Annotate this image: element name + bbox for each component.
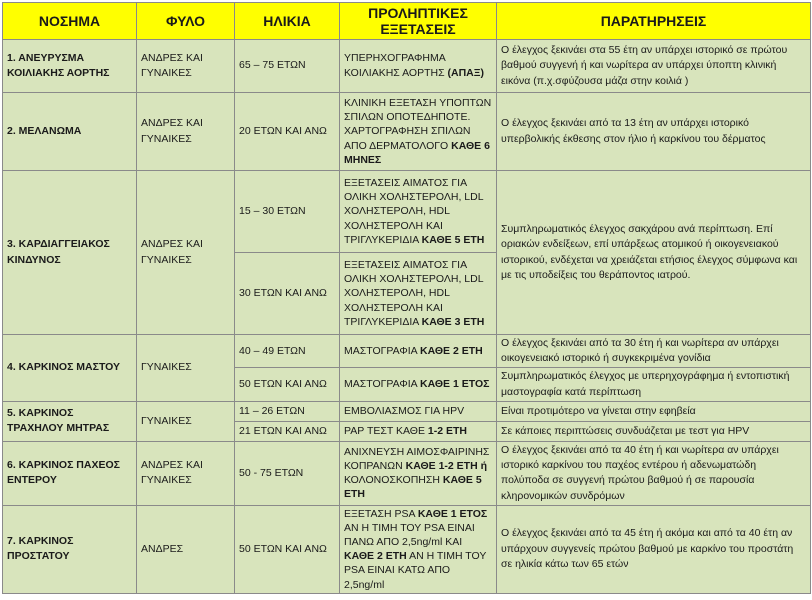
notes-cell: Ο έλεγχος ξεκινάει από τα 13 έτη αν υπάρχει ιστορικό υπερβολικής έκθεσης στον ήλιο ή καρκίνου του δέρματος [497, 93, 811, 171]
exam-text: ΕΞΕΤΑΣΗ PSA [344, 507, 415, 520]
exam-text: ΜΑΣΤΟΓΡΑΦΙΑ [344, 344, 418, 357]
sex-cell: ΑΝΔΡΕΣ [137, 505, 235, 593]
exam-cell [340, 40, 497, 93]
table-row [3, 93, 811, 171]
age-cell: 15 – 30 ΕΤΩΝ [235, 171, 340, 253]
sex-cell: ΑΝΔΡΕΣ ΚΑΙ ΓΥΝΑΙΚΕΣ [137, 171, 235, 335]
exam-frequency: (ΑΠΑΞ) [447, 67, 484, 79]
exam-text: PAP ΤΕΣΤ ΚΑΘΕ [344, 424, 425, 437]
table-row [3, 441, 811, 505]
screening-table [2, 2, 811, 594]
age-cell: 30 ΕΤΩΝ ΚΑΙ ΑΝΩ [235, 253, 340, 335]
exam-frequency: ΚΑΘΕ 2 ΕΤΗ [344, 550, 407, 563]
exam-cell [340, 505, 497, 593]
exam-cell [340, 421, 497, 441]
exam-cell [340, 335, 497, 368]
sex-cell: ΓΥΝΑΙΚΕΣ [137, 401, 235, 441]
exam-text: ΑΝ Η ΤΙΜΗ ΤΟΥ PSA ΕΙΝΑΙ ΠΑΝΩ ΑΠΟ 2,5ng/ml ΚΑΙ [344, 521, 475, 549]
exam-frequency: ΚΑΘΕ 1 ΕΤΟΣ [419, 378, 490, 391]
header-exams: ΠΡΟΛΗΠΤΙΚΕΣ ΕΞΕΤΑΣΕΙΣ [340, 3, 497, 40]
exam-text: ΕΞΕΤΑΣΕΙΣ ΑΙΜΑΤΟΣ ΓΙΑ ΟΛΙΚΗ ΧΟΛΗΣΤΕΡΟΛΗ, LDL ΧΟΛΗΣΤΕΡΟΛΗ, HDL ΧΟΛΗΣΤΕΡΟΛΗ ΚΑΙ ΤΡΙΓΛΥΚΕΡΙΔΙΑ [344, 177, 484, 246]
header-age: ΗΛΙΚΙΑ [235, 3, 340, 40]
exam-cell [340, 368, 497, 401]
exam-cell [340, 171, 497, 253]
age-cell: 21 ΕΤΩΝ ΚΑΙ ΑΝΩ [235, 421, 340, 441]
age-cell: 40 – 49 ΕΤΩΝ [235, 335, 340, 368]
exam-frequency: ΚΑΘΕ 2 ΕΤΗ [419, 344, 483, 357]
notes-cell: Ο έλεγχος ξεκινάει από τα 30 έτη ή και νωρίτερα αν υπάρχει οικογενειακό ιστορικό ή συγκεκριμένα γονίδια [497, 335, 811, 368]
sex-cell: ΑΝΔΡΕΣ ΚΑΙ ΓΥΝΑΙΚΕΣ [137, 40, 235, 93]
disease-cell: 2. ΜΕΛΑΝΩΜΑ [3, 93, 137, 171]
age-cell: 65 – 75 ΕΤΩΝ [235, 40, 340, 93]
exam-text: ΥΠΕΡΗΧΟΓΡΑΦΗΜΑ ΚΟΙΛΙΑΚΗΣ ΑΟΡΤΗΣ [344, 51, 446, 79]
exam-text: ΑΝ Η ΤΙΜΗ ΤΟΥ PSA ΕΙΝΑΙ ΚΑΤΩ ΑΠΟ 2,5ng/ml [344, 550, 487, 591]
notes-cell: Ο έλεγχος ξεκινάει από τα 40 έτη ή και νωρίτερα αν υπάρχει ιστορικό καρκίνου του παχέος εντέρου ή αδενωματώδη πολύποδα σε συγγενή πρώτου βαθμού ή σε παρουσία κληρονομικών συνδρόμων [497, 441, 811, 505]
sex-cell: ΓΥΝΑΙΚΕΣ [137, 335, 235, 402]
notes-cell: Είναι προτιμότερο να γίνεται στην εφηβεία [497, 401, 811, 421]
header-notes: ΠΑΡΑΤΗΡΗΣΕΙΣ [497, 3, 811, 40]
table-row [3, 335, 811, 368]
exam-frequency: 1-2 ΕΤΗ [427, 424, 467, 437]
exam-cell [340, 253, 497, 335]
notes-cell: Ο έλεγχος ξεκινάει στα 55 έτη αν υπάρχει ιστορικό σε πρώτου βαθμού συγγενή ή και νωρίτερα αν υπάρχει ύποπτη κλινική εικόνα (π.χ.σφύζουσα μάζα στην κοιλιά ) [497, 40, 811, 93]
header-sex: ΦΥΛΟ [137, 3, 235, 40]
exam-cell: ΕΜΒΟΛΙΑΣΜΟΣ ΓΙΑ HPV [340, 401, 497, 421]
exam-frequency: ΚΑΘΕ 1-2 ΕΤΗ ή [405, 460, 488, 473]
sex-cell: ΑΝΔΡΕΣ ΚΑΙ ΓΥΝΑΙΚΕΣ [137, 441, 235, 505]
disease-cell: 3. ΚΑΡΔΙΑΓΓΕΙΑΚΟΣ ΚΙΝΔΥΝΟΣ [3, 171, 137, 335]
table-row [3, 401, 811, 421]
disease-cell: 4. ΚΑΡΚΙΝΟΣ ΜΑΣΤΟΥ [3, 335, 137, 402]
exam-text: ΑΝΙΧΝΕΥΣΗ ΑΙΜΟΣΦΑΙΡΙΝΗΣ ΚΟΠΡΑΝΩΝ [344, 445, 490, 473]
exam-text: ΕΞΕΤΑΣΕΙΣ ΑΙΜΑΤΟΣ ΓΙΑ ΟΛΙΚΗ ΧΟΛΗΣΤΕΡΟΛΗ, LDL ΧΟΛΗΣΤΕΡΟΛΗ, HDL ΧΟΛΗΣΤΕΡΟΛΗ ΚΑΙ ΤΡΙΓΛΥΚΕΡΙΔΙΑ [344, 259, 484, 328]
exam-cell [340, 441, 497, 505]
disease-cell: 7. ΚΑΡΚΙΝΟΣ ΠΡΟΣΤΑΤΟΥ [3, 505, 137, 593]
table-row [3, 171, 811, 253]
header-row [3, 3, 811, 40]
exam-text: ΚΛΙΝΙΚΗ ΕΞΕΤΑΣΗ ΥΠΟΠΤΩΝ ΣΠΙΛΩΝ ΟΠΟΤΕΔΗΠΟΤΕ. ΧΑΡΤΟΓΡΑΦΗΣΗ ΣΠΙΛΩΝ ΑΠΟ ΔΕΡΜΑΤΟΛΟΓΟ [344, 97, 492, 152]
age-cell: 11 – 26 ΕΤΩΝ [235, 401, 340, 421]
notes-cell: Συμπληρωματικός έλεγχος με υπερηχογράφημα ή εντοπιστική μαστογραφία κατά περίπτωση [497, 368, 811, 401]
exam-cell [340, 93, 497, 171]
notes-cell: Συμπληρωματικός έλεγχος σακχάρου ανά περίπτωση. Επί οριακών ενδείξεων, επί υπάρξεως ατομικού ή οικογενειακού ιστορικού, ενδέχεται να χρειάζεται ετήσιος έλεγχος σύμφωνα και με τις υποδείξεις του θεράποντος ιατρού. [497, 171, 811, 335]
notes-cell: Ο έλεγχος ξεκινάει από τα 45 έτη ή ακόμα και από τα 40 έτη αν υπάρχουν συγγενείς πρώτου βαθμού με καρκίνο του προστάτη σε ηλικία κάτω των 65 ετών [497, 505, 811, 593]
exam-frequency: ΚΑΘΕ 1 ΕΤΟΣ [417, 507, 488, 520]
exam-text: ΚΟΛΟΝΟΣΚΟΠΗΣΗ [344, 474, 440, 487]
header-disease: ΝΟΣΗΜΑ [3, 3, 137, 40]
exam-frequency: ΚΑΘΕ 5 ΕΤΗ [421, 233, 485, 246]
exam-frequency: ΚΑΘΕ 3 ΕΤΗ [421, 315, 485, 328]
exam-frequency: ΚΑΘΕ 5 ΕΤΗ [344, 474, 482, 501]
age-cell: 20 ΕΤΩΝ ΚΑΙ ΑΝΩ [235, 93, 340, 171]
exam-text: ΜΑΣΤΟΓΡΑΦΙΑ [344, 378, 418, 391]
sex-cell: ΑΝΔΡΕΣ ΚΑΙ ΓΥΝΑΙΚΕΣ [137, 93, 235, 171]
disease-cell: 1. ΑΝΕΥΡΥΣΜΑ ΚΟΙΛΙΑΚΗΣ ΑΟΡΤΗΣ [3, 40, 137, 93]
disease-cell: 5. ΚΑΡΚΙΝΟΣ ΤΡΑΧΗΛΟΥ ΜΗΤΡΑΣ [3, 401, 137, 441]
notes-cell: Σε κάποιες περιπτώσεις συνδυάζεται με τεστ για HPV [497, 421, 811, 441]
age-cell: 50 ΕΤΩΝ ΚΑΙ ΑΝΩ [235, 505, 340, 593]
table-row [3, 40, 811, 93]
age-cell: 50 - 75 ΕΤΩΝ [235, 441, 340, 505]
age-cell: 50 ΕΤΩΝ ΚΑΙ ΑΝΩ [235, 368, 340, 401]
table-row [3, 505, 811, 593]
exam-frequency: ΚΑΘΕ 6 ΜΗΝΕΣ [344, 139, 490, 166]
disease-cell: 6. ΚΑΡΚΙΝΟΣ ΠΑΧΕΟΣ ΕΝΤΕΡΟΥ [3, 441, 137, 505]
